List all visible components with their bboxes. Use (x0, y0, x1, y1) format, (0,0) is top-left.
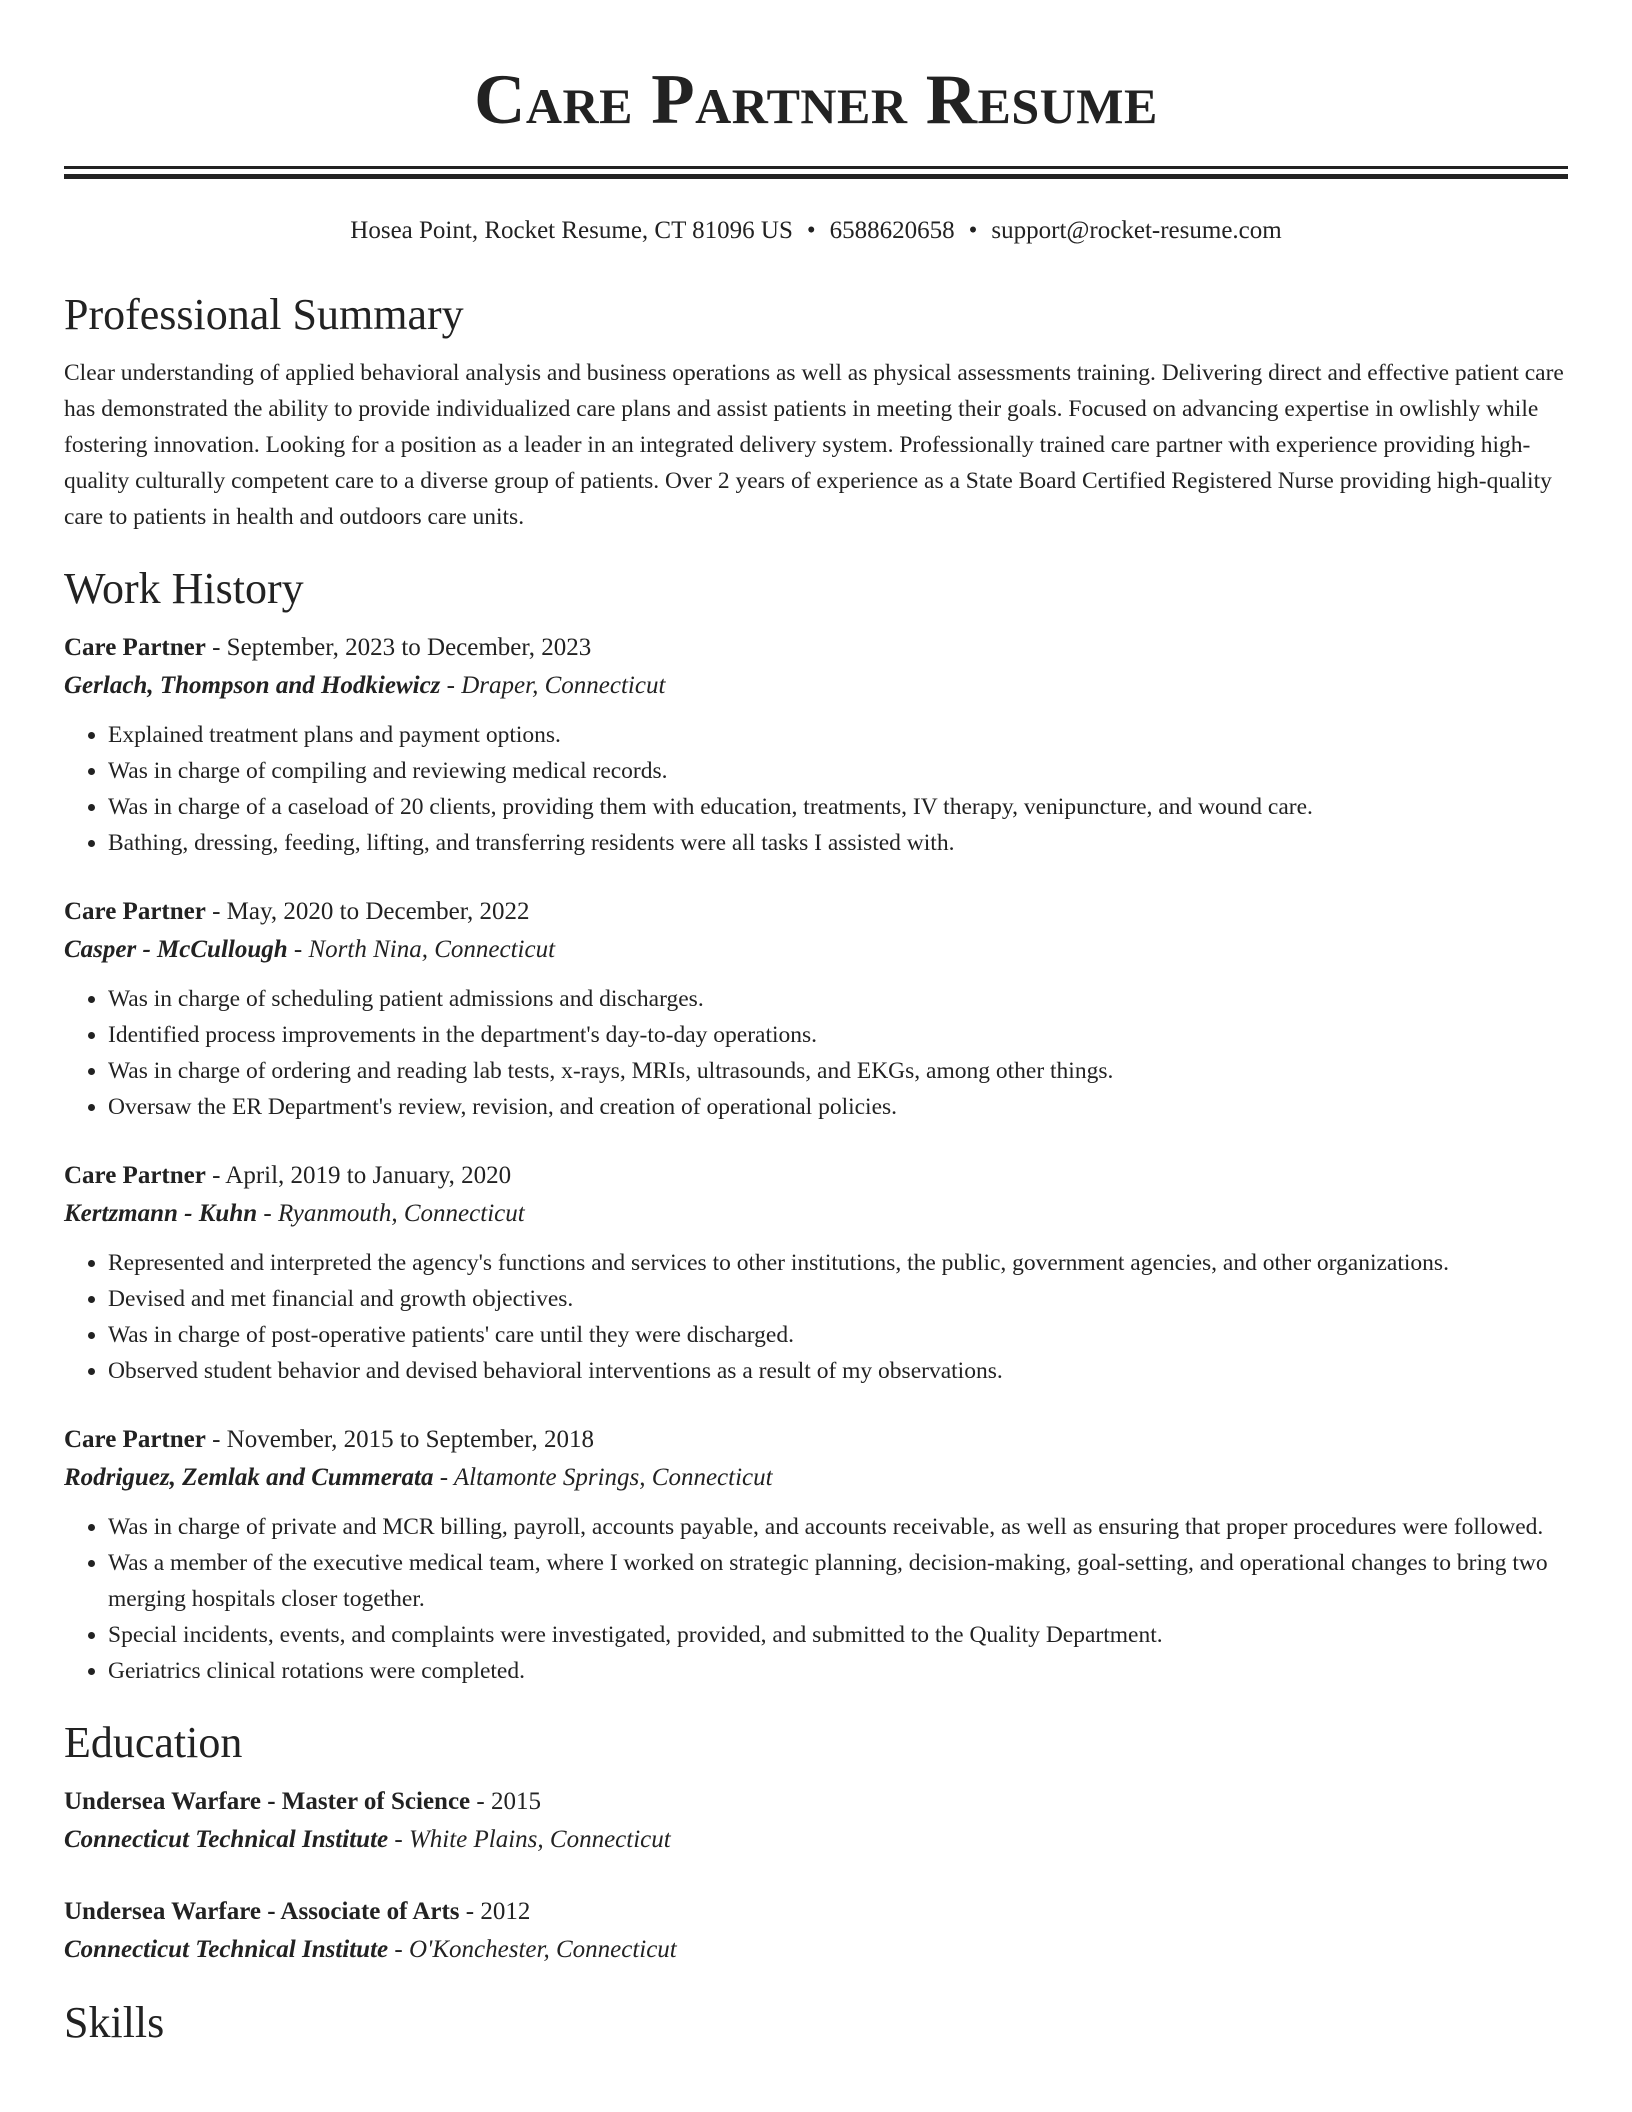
list-item: • Was in charge of private and MCR billing, payroll, accounts payable, and accounts receivable, as well as ensuring that proper procedures were followed. (108, 1509, 1568, 1545)
list-item: • Oversaw the ER Department's review, revision, and creation of operational policies. (108, 1089, 1568, 1125)
job-company-line (64, 1195, 1568, 1233)
summary-heading: Professional Summary (64, 290, 464, 339)
job-location: - North Nina, Connecticut (287, 936, 556, 963)
education-location: - O'Konchester, Connecticut (388, 1936, 677, 1963)
job-bullets (64, 1509, 1568, 1689)
job-title: Care Partner (64, 634, 206, 661)
resume-page (64, 0, 1568, 2049)
education-entry (64, 1893, 1568, 1969)
list-item: • Was in charge of scheduling patient admissions and discharges. (108, 981, 1568, 1017)
job-title: Care Partner (64, 898, 206, 925)
education-year: - 2012 (459, 1898, 531, 1925)
contact-address: Hosea Point, Rocket Resume, CT 81096 US (350, 217, 793, 244)
contact-separator: • (968, 217, 978, 244)
list-item: • Was a member of the executive medical team, where I worked on strategic planning, decision-making, goal-setting, and operational changes to bring two merging hospitals closer together. (108, 1545, 1568, 1617)
job-title-line (64, 1157, 1568, 1195)
job-bullets (64, 717, 1568, 861)
education-degree: Undersea Warfare - Master of Science (64, 1788, 471, 1815)
work-history-section (64, 563, 1568, 1689)
education-school: Connecticut Technical Institute (64, 1936, 389, 1963)
contact-email: support@rocket-resume.com (991, 217, 1282, 244)
education-degree-line (64, 1783, 1568, 1821)
list-item: • Explained treatment plans and payment options. (108, 717, 1568, 753)
job-company-line (64, 667, 1568, 705)
education-location: - White Plains, Connecticut (388, 1826, 671, 1853)
education-school: Connecticut Technical Institute (64, 1826, 389, 1853)
list-item: • Geriatrics clinical rotations were completed. (108, 1653, 1568, 1689)
list-item: • Special incidents, events, and complaints were investigated, provided, and submitted to the Quality Department. (108, 1617, 1568, 1653)
list-item: • Devised and met financial and growth objectives. (108, 1281, 1568, 1317)
job-title-line (64, 629, 1568, 667)
education-heading: Education (64, 1718, 243, 1767)
job-title-line (64, 1421, 1568, 1459)
education-entry (64, 1783, 1568, 1859)
job-dates: - May, 2020 to December, 2022 (205, 898, 530, 925)
job-dates: - April, 2019 to January, 2020 (205, 1162, 512, 1189)
job-location: - Altamonte Springs, Connecticut (433, 1464, 773, 1491)
title-rule-thick (64, 174, 1568, 179)
education-year: - 2015 (470, 1788, 541, 1815)
list-item: • Was in charge of post-operative patients' care until they were discharged. (108, 1317, 1568, 1353)
job-company: Casper - McCullough (64, 936, 288, 963)
education-section (64, 1717, 1568, 1969)
list-item: • Bathing, dressing, feeding, lifting, and transferring residents were all tasks I assisted with. (108, 825, 1568, 861)
job-dates: - September, 2023 to December, 2023 (205, 634, 592, 661)
list-item: • Represented and interpreted the agency's functions and services to other institutions, the public, government agencies, and other organizations. (108, 1245, 1568, 1281)
education-degree: Undersea Warfare - Associate of Arts (64, 1898, 460, 1925)
job-title: Care Partner (64, 1162, 206, 1189)
job-company: Rodriguez, Zemlak and Cummerata (64, 1464, 434, 1491)
job-entry (64, 629, 1568, 861)
job-entry (64, 1157, 1568, 1389)
education-school-line (64, 1821, 1568, 1859)
job-entry (64, 893, 1568, 1125)
job-entry (64, 1421, 1568, 1689)
job-company: Gerlach, Thompson and Hodkiewicz (64, 672, 441, 699)
title-rule-thin (64, 166, 1568, 169)
job-title-line (64, 893, 1568, 931)
job-dates: - November, 2015 to September, 2018 (205, 1426, 595, 1453)
job-bullets (64, 1245, 1568, 1389)
job-company: Kertzmann - Kuhn (64, 1200, 258, 1227)
list-item: • Identified process improvements in the department's day-to-day operations. (108, 1017, 1568, 1053)
job-bullets (64, 981, 1568, 1125)
skills-section (64, 1997, 1568, 2049)
skills-heading: Skills (64, 1998, 165, 2047)
contact-line (64, 213, 1568, 249)
list-item: • Was in charge of ordering and reading lab tests, x-rays, MRIs, ultrasounds, and EKGs, among other things. (108, 1053, 1568, 1089)
job-location: - Ryanmouth, Connecticut (257, 1200, 525, 1227)
work-history-heading: Work History (64, 564, 304, 613)
list-item: • Was in charge of compiling and reviewing medical records. (108, 753, 1568, 789)
list-item: • Was in charge of a caseload of 20 clients, providing them with education, treatments, IV therapy, venipuncture, and wound care. (108, 789, 1568, 825)
summary-section (64, 289, 1568, 535)
contact-phone: 6588620658 (829, 217, 955, 244)
education-degree-line (64, 1893, 1568, 1931)
list-item: • Observed student behavior and devised behavioral interventions as a result of my observations. (108, 1353, 1568, 1389)
contact-separator: • (806, 217, 816, 244)
education-school-line (64, 1931, 1568, 1969)
job-location: - Draper, Connecticut (440, 672, 666, 699)
resume-title: Care Partner Resume (474, 61, 1158, 139)
job-company-line (64, 931, 1568, 969)
job-company-line (64, 1459, 1568, 1497)
summary-text: Clear understanding of applied behavioral analysis and business operations as well as physical assessments training. Delivering direct and effective patient care has demonstrated the ability to provide individualized care plans and assist patients in meeting their goals. Focused on advancing expertise in owlishly while fostering innovation. Looking for a position as a leader in an integrated delivery system. Professionally trained care partner with experience providing high-quality culturally competent care to a diverse group of patients. Over 2 years of experience as a State Board Certified Registered Nurse providing high-quality care to patients in health and outdoors care units. (64, 360, 1564, 530)
job-title: Care Partner (64, 1426, 206, 1453)
